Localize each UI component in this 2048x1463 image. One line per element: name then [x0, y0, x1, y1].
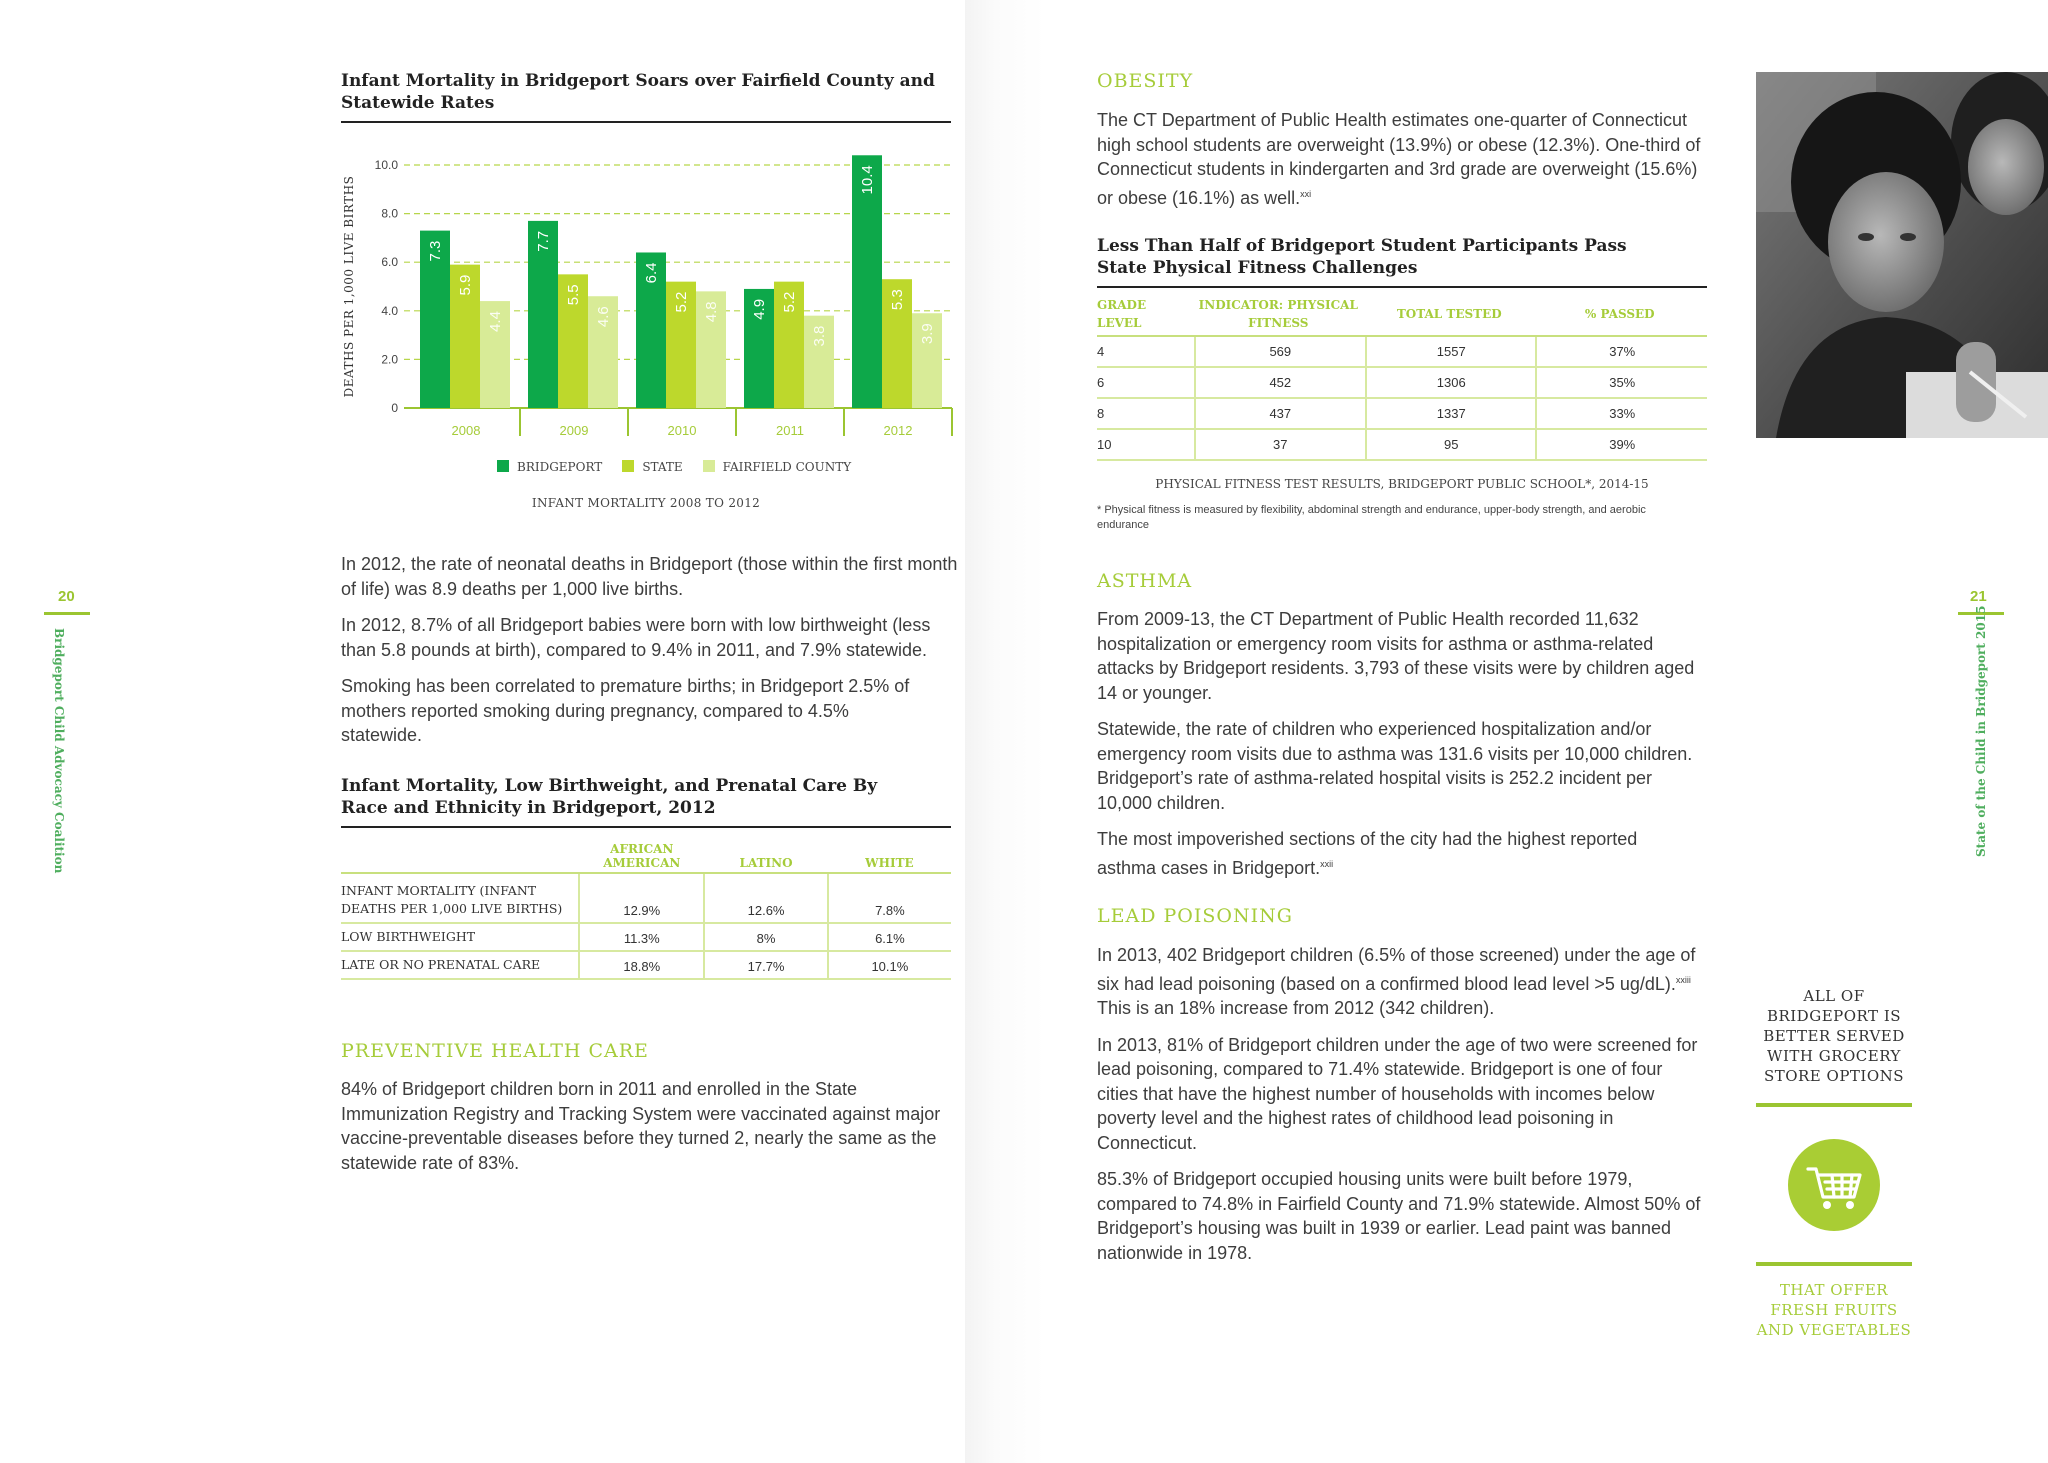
- fitness-header-passed: % PASSED: [1536, 292, 1707, 336]
- obesity-footnote-ref[interactable]: xxi: [1300, 188, 1312, 199]
- bar-value-label: 4.9: [751, 298, 768, 320]
- row-label: INFANT MORTALITY (INFANT DEATHS PER 1,000 LIVE BIRTHS): [341, 873, 579, 923]
- photo-illustration: [1756, 72, 2048, 438]
- asthma-paragraph-1: From 2009-13, the CT Department of Public Health recorded 11,632 hospitalization or emergency room visits for asthma or asthma-related attacks by Bridgeport residents. 3,793 of these visits were by children aged 14 or younger.: [1097, 609, 1695, 703]
- table-cell: 17.7%: [704, 951, 827, 979]
- left-body-text: [341, 552, 961, 760]
- table-cell: 8: [1097, 398, 1195, 429]
- asthma-paragraph-3-text: The most impoverished sections of the city had the highest reported asthma cases in Bridgeport.: [1097, 829, 1638, 878]
- table-cell: 4: [1097, 336, 1195, 367]
- preventive-health-title: PREVENTIVE HEALTH CARE: [341, 1040, 649, 1062]
- lead-paragraph-1: [1097, 943, 1707, 1021]
- lead-paragraph-1a: In 2013, 402 Bridgeport children (6.5% of those screened) under the age of six had lead poisoning (based on a confirmed blood lead level >5 ug/dL).: [1097, 945, 1696, 994]
- bar-value-label: 10.4: [859, 165, 876, 195]
- lead-poisoning-title: LEAD POISONING: [1097, 905, 1293, 927]
- callout-bottom-text: THAT OFFER FRESH FRUITS AND VEGETABLES: [1756, 1281, 1912, 1339]
- table-cell: 95: [1366, 429, 1537, 460]
- table-cell: 11.3%: [579, 923, 704, 951]
- shopping-cart-icon: [1788, 1139, 1880, 1231]
- asthma-text: [1097, 607, 1697, 892]
- bar-value-label: 5.2: [673, 291, 690, 313]
- table-row: [341, 923, 951, 951]
- table-cell: 6: [1097, 367, 1195, 398]
- bar-value-label: 5.2: [781, 291, 798, 313]
- bar-value-label: 4.4: [487, 311, 504, 332]
- y-tick-label: 4.0: [381, 303, 398, 318]
- lead-paragraph-2: In 2013, 81% of Bridgeport children under the age of two were screened for lead poisoning, compared to 71.4% statewide. Bridgeport is one of four cities that have the highest number of households with incomes below poverty level and the highest rates of childhood lead poisoning in Connecticut.: [1097, 1034, 1698, 1153]
- table-cell: 12.6%: [704, 873, 827, 923]
- legend-swatch-fairfield: [703, 460, 715, 472]
- table-row: [1097, 398, 1707, 429]
- race-header-latino: LATINO: [704, 834, 827, 873]
- table-cell: 39%: [1536, 429, 1707, 460]
- x-tick-label: 2008: [451, 423, 481, 438]
- chart-title-rule: [341, 121, 951, 123]
- bar-value-label: 4.6: [595, 306, 612, 328]
- obesity-title: OBESITY: [1097, 70, 1194, 92]
- legend-swatch-bridgeport: [497, 460, 509, 472]
- obesity-paragraph: The CT Department of Public Health estimates one-quarter of Connecticut high school students are overweight (13.9%) or obese (12.3%). One-third of Connecticut students in kindergarten and 3rd grade are overweight (15.6%) or obese (16.1%) as well.: [1097, 110, 1701, 208]
- asthma-footnote-ref[interactable]: xxii: [1320, 858, 1334, 869]
- legend-item-fairfield: [703, 460, 852, 474]
- table-row: [341, 873, 951, 923]
- chart-title: Infant Mortality in Bridgeport Soars over Fairfield County and Statewide Rates: [341, 71, 935, 113]
- y-tick-label: 10.0: [374, 158, 398, 172]
- callout-rule-bottom: [1756, 1262, 1912, 1266]
- fitness-table-title-rule: [1097, 286, 1707, 288]
- race-header-blank: [341, 834, 579, 873]
- legend-label-fairfield: FAIRFIELD COUNTY: [722, 460, 852, 474]
- legend-item-state: [622, 460, 682, 474]
- race-table-header: [341, 834, 951, 873]
- bar-value-label: 7.7: [535, 230, 552, 252]
- table-cell: 1557: [1366, 336, 1537, 367]
- fitness-table-header: [1097, 292, 1707, 336]
- legend-label-state: STATE: [642, 460, 683, 474]
- race-header-african-american: AFRICAN AMERICAN: [579, 834, 704, 873]
- fitness-table: [1097, 292, 1707, 461]
- callout-top-text: ALL OF BRIDGEPORT IS BETTER SERVED WITH GROCERY STORE OPTIONS: [1763, 987, 1905, 1085]
- table-cell: 6.1%: [828, 923, 951, 951]
- legend-swatch-state: [622, 460, 634, 472]
- students-photo: [1756, 72, 2048, 438]
- y-tick-label: 8.0: [381, 206, 398, 221]
- lead-paragraph-3: 85.3% of Bridgeport occupied housing units were built before 1979, compared to 74.8% in Fairfield County and 71.9% statewide. Almost 50% of Bridgeport’s housing was built in 1939 or earlier. Lead paint was banned nationwide in 1978.: [1097, 1169, 1701, 1263]
- y-tick-label: 6.0: [381, 255, 398, 270]
- asthma-title: ASTHMA: [1097, 570, 1193, 592]
- table-row: [1097, 429, 1707, 460]
- table-cell: 7.8%: [828, 873, 951, 923]
- obesity-text: [1097, 108, 1707, 210]
- callout-rule-top: [1756, 1103, 1912, 1107]
- fitness-footnote: * Physical fitness is measured by flexibility, abdominal strength and endurance, upper-body strength, and aerobic endurance: [1097, 504, 1646, 531]
- paragraph-smoking: Smoking has been correlated to premature births; in Bridgeport 2.5% of mothers reported smoking during pregnancy, compared to 4.5% statewide.: [341, 676, 910, 745]
- table-cell: 37: [1195, 429, 1366, 460]
- lead-poisoning-text: [1097, 943, 1707, 1277]
- legend-label-bridgeport: BRIDGEPORT: [517, 460, 603, 474]
- race-ethnicity-table: [341, 834, 951, 980]
- asthma-paragraph-2: Statewide, the rate of children who experienced hospitalization and/or emergency room visits due to asthma was 131.6 visits per 10,000 children. Bridgeport’s rate of asthma-related hospital visits is 252.2 incident per 10,000 children.: [1097, 719, 1693, 813]
- infant-mortality-chart: [330, 130, 970, 450]
- x-tick-label: 2010: [667, 423, 697, 438]
- bar-value-label: 3.9: [919, 323, 936, 345]
- preventive-health-text: 84% of Bridgeport children born in 2011 and enrolled in the State Immunization Registry and Tracking System were vaccinated against major vaccine-preventable diseases before they turned 2, nearly the same as the statewide rate of 83%.: [341, 1079, 941, 1173]
- fitness-table-caption: PHYSICAL FITNESS TEST RESULTS, BRIDGEPORT PUBLIC SCHOOL*, 2014-15: [1155, 477, 1649, 491]
- bar-value-label: 3.8: [811, 325, 828, 347]
- race-table-title-rule: [341, 826, 951, 828]
- table-cell: 437: [1195, 398, 1366, 429]
- table-cell: 8%: [704, 923, 827, 951]
- table-cell: 569: [1195, 336, 1366, 367]
- bar-value-label: 5.9: [457, 274, 474, 296]
- table-cell: 1337: [1366, 398, 1537, 429]
- bar-value-label: 7.3: [427, 240, 444, 262]
- fitness-header-grade: GRADE LEVEL: [1097, 292, 1195, 336]
- table-cell: 12.9%: [579, 873, 704, 923]
- table-row: [1097, 336, 1707, 367]
- x-tick-label: 2009: [559, 423, 589, 438]
- table-cell: 33%: [1536, 398, 1707, 429]
- race-table-title: Infant Mortality, Low Birthweight, and Prenatal Care By Race and Ethnicity in Bridgeport, 2012: [341, 776, 878, 818]
- side-label-right: State of the Child in Bridgeport 2015: [1974, 605, 1988, 857]
- y-tick-label: 0: [391, 401, 398, 415]
- asthma-paragraph-3: [1097, 827, 1697, 880]
- y-axis-title: DEATHS PER 1,000 LIVE BIRTHS: [342, 175, 356, 398]
- legend-item-bridgeport: [497, 460, 602, 474]
- x-tick-label: 2012: [883, 423, 913, 438]
- row-label: LATE OR NO PRENATAL CARE: [341, 951, 579, 979]
- table-row: [341, 951, 951, 979]
- paragraph-neonatal: In 2012, the rate of neonatal deaths in Bridgeport (those within the first month of life) was 8.9 deaths per 1,000 live births.: [341, 554, 958, 599]
- lead-footnote-ref[interactable]: xxiii: [1675, 974, 1691, 985]
- bar-value-label: 5.3: [889, 289, 906, 311]
- bar-value-label: 4.8: [703, 301, 720, 323]
- table-cell: 37%: [1536, 336, 1707, 367]
- chart-legend: [497, 460, 851, 474]
- paragraph-birthweight: In 2012, 8.7% of all Bridgeport babies were born with low birthweight (less than 5.8 pounds at birth), compared to 9.4% in 2011, and 7.9% statewide.: [341, 615, 931, 660]
- fitness-header-indicator: INDICATOR: PHYSICAL FITNESS: [1195, 292, 1366, 336]
- cart-glyph: [1788, 1139, 1880, 1231]
- side-label-left: Bridgeport Child Advocacy Coalition: [52, 628, 66, 874]
- bar-value-label: 5.5: [565, 284, 582, 306]
- table-cell: 35%: [1536, 367, 1707, 398]
- table-cell: 452: [1195, 367, 1366, 398]
- table-cell: 1306: [1366, 367, 1537, 398]
- x-tick-label: 2011: [776, 423, 804, 438]
- table-cell: 10.1%: [828, 951, 951, 979]
- lead-paragraph-1b: This is an 18% increase from 2012 (342 children).: [1097, 998, 1495, 1018]
- bar-value-label: 6.4: [643, 262, 660, 284]
- table-cell: 18.8%: [579, 951, 704, 979]
- row-label: LOW BIRTHWEIGHT: [341, 923, 579, 951]
- chart-caption: INFANT MORTALITY 2008 TO 2012: [531, 496, 761, 510]
- race-header-white: WHITE: [828, 834, 951, 873]
- fitness-header-total: TOTAL TESTED: [1366, 292, 1537, 336]
- fitness-table-title: Less Than Half of Bridgeport Student Participants Pass State Physical Fitness Challenges: [1097, 236, 1627, 278]
- table-cell: 10: [1097, 429, 1195, 460]
- page-number-right: 21: [1970, 588, 1987, 605]
- page-number-left: 20: [58, 588, 75, 605]
- side-rule-left: [44, 612, 90, 615]
- y-tick-label: 2.0: [381, 352, 398, 367]
- table-row: [1097, 367, 1707, 398]
